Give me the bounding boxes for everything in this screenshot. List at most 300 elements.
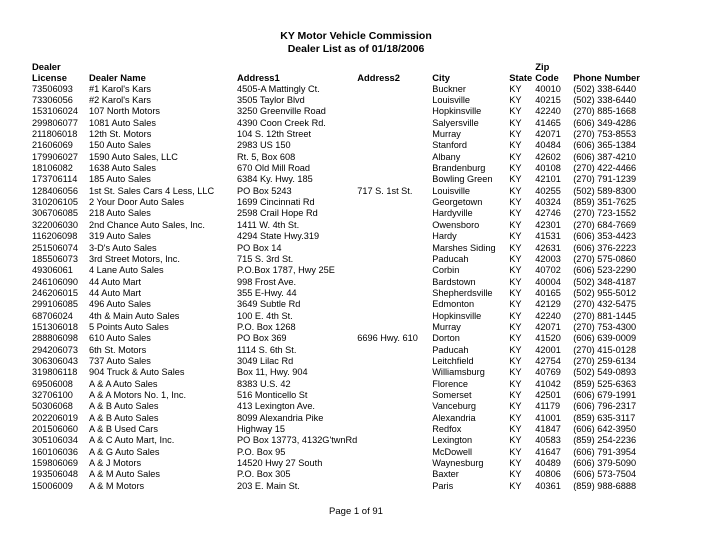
license-cell: 201506060 bbox=[32, 424, 78, 434]
phone-cell: (270) 791-1239 bbox=[573, 174, 637, 185]
state-cell: KY bbox=[509, 276, 522, 287]
city-cell: Williamsburg bbox=[432, 367, 485, 378]
license-cell: 18106082 bbox=[32, 163, 73, 174]
address2-cell bbox=[357, 265, 432, 276]
license-cell: 306706085 bbox=[32, 208, 78, 219]
address1-cell: 670 Old Mill Road bbox=[237, 163, 311, 174]
address2-cell bbox=[357, 197, 432, 208]
table-row bbox=[32, 469, 648, 480]
state-cell: KY bbox=[509, 389, 522, 400]
city-cell: Redfox bbox=[432, 424, 462, 434]
table-header bbox=[32, 61, 648, 84]
dealer-name-cell: A & C Auto Mart, Inc. bbox=[89, 435, 175, 446]
address2-cell bbox=[357, 243, 432, 254]
state-cell: KY bbox=[509, 424, 522, 434]
address1-cell: 2598 Crail Hope Rd bbox=[237, 208, 318, 219]
license-cell: 246206015 bbox=[32, 287, 78, 298]
state-cell: KY bbox=[509, 231, 522, 242]
zip-cell: 42602 bbox=[535, 151, 561, 162]
phone-cell: (606) 353-4423 bbox=[573, 231, 637, 242]
phone-cell: (270) 684-7669 bbox=[573, 219, 637, 230]
license-cell: 322006030 bbox=[32, 219, 78, 230]
table-row bbox=[32, 106, 648, 117]
address1-cell: 413 Lexington Ave. bbox=[237, 401, 315, 412]
city-cell: Albany bbox=[432, 151, 461, 162]
dealer-name-cell: 150 Auto Sales bbox=[89, 140, 151, 151]
address2-cell bbox=[357, 140, 432, 151]
address1-cell: PO Box 13773, 4132G'twnRd bbox=[237, 435, 358, 446]
zip-cell: 40361 bbox=[535, 480, 561, 491]
table-row bbox=[32, 174, 648, 185]
license-cell: 15006009 bbox=[32, 480, 73, 491]
city-cell: Somerset bbox=[432, 389, 472, 400]
dealer-name-cell: A & J Motors bbox=[89, 458, 142, 469]
address1-cell: Box 11, Hwy. 904 bbox=[237, 367, 308, 378]
phone-cell: (859) 254-2236 bbox=[573, 435, 637, 446]
license-cell: 305106034 bbox=[32, 435, 78, 446]
license-cell: 306306043 bbox=[32, 355, 78, 366]
address2-cell bbox=[357, 345, 432, 356]
zip-cell: 42071 bbox=[535, 321, 561, 332]
state-cell: KY bbox=[509, 412, 522, 423]
state-cell: KY bbox=[509, 310, 522, 321]
zip-cell: 40004 bbox=[535, 276, 561, 287]
phone-cell: (270) 259-6134 bbox=[573, 355, 637, 366]
zip-cell: 41465 bbox=[535, 117, 561, 128]
license-cell: 246106090 bbox=[32, 276, 78, 287]
phone-cell: (606) 639-0009 bbox=[573, 333, 637, 344]
address2-cell bbox=[357, 401, 432, 412]
dealer-name-cell: 496 Auto Sales bbox=[89, 299, 151, 310]
license-cell: 251506074 bbox=[32, 242, 78, 253]
state-cell: KY bbox=[509, 265, 522, 276]
header-license: License bbox=[32, 72, 67, 84]
dealer-name-cell: 107 North Motors bbox=[89, 106, 160, 117]
table-row bbox=[32, 356, 648, 367]
state-cell: KY bbox=[509, 367, 522, 378]
dealer-name-cell: A & M Motors bbox=[89, 480, 145, 491]
zip-cell: 40702 bbox=[535, 265, 561, 276]
zip-cell: 41520 bbox=[535, 333, 561, 344]
address2-cell bbox=[357, 174, 432, 185]
phone-cell: (270) 575-0860 bbox=[573, 253, 637, 264]
dealer-name-cell: 6th St. Motors bbox=[89, 344, 147, 355]
state-cell: KY bbox=[509, 174, 522, 185]
address2-cell bbox=[357, 356, 432, 367]
zip-cell: 40583 bbox=[535, 435, 561, 446]
license-cell: 202206019 bbox=[32, 412, 78, 423]
license-cell: 299806077 bbox=[32, 117, 78, 128]
phone-cell: (606) 679-1991 bbox=[573, 389, 637, 400]
address2-cell bbox=[357, 288, 432, 299]
header-zip-top: Zip bbox=[535, 61, 550, 72]
license-cell: 294206073 bbox=[32, 344, 78, 355]
table-row bbox=[32, 243, 648, 254]
phone-cell: (502) 338-6440 bbox=[573, 95, 637, 106]
dealer-name-cell: A & B Used Cars bbox=[89, 424, 158, 434]
table-row bbox=[32, 435, 648, 446]
license-cell: 116206098 bbox=[32, 231, 78, 242]
address2-cell bbox=[357, 424, 432, 435]
license-cell: 179906027 bbox=[32, 151, 78, 162]
address1-cell: 4390 Coon Creek Rd. bbox=[237, 117, 326, 128]
address2-cell bbox=[357, 311, 432, 322]
phone-cell: (270) 885-1668 bbox=[573, 106, 637, 117]
dealer-name-cell: A & A Motors No. 1, Inc. bbox=[89, 389, 187, 400]
phone-cell: (606) 365-1384 bbox=[573, 140, 637, 151]
header-row-top bbox=[32, 61, 648, 72]
header-zip: Code bbox=[535, 72, 559, 84]
phone-cell: (502) 338-6440 bbox=[573, 83, 637, 94]
license-cell: 32706100 bbox=[32, 389, 73, 400]
table-row bbox=[32, 208, 648, 219]
table-row bbox=[32, 186, 648, 197]
phone-cell: (606) 642-3950 bbox=[573, 424, 637, 434]
address1-cell: P.O. Box 1268 bbox=[237, 321, 296, 332]
table-row bbox=[32, 265, 648, 276]
zip-cell: 42001 bbox=[535, 344, 561, 355]
phone-cell: (606) 791-3954 bbox=[573, 446, 637, 457]
zip-cell: 40010 bbox=[535, 83, 561, 94]
phone-cell: (270) 881-1445 bbox=[573, 310, 637, 321]
dealer-name-cell: 44 Auto Mart bbox=[89, 287, 142, 298]
table-row bbox=[32, 197, 648, 208]
table-row bbox=[32, 254, 648, 265]
dealer-name-cell: 1638 Auto Sales bbox=[89, 163, 156, 174]
page-number: Page 1 of 91 bbox=[329, 506, 383, 517]
city-cell: Paducah bbox=[432, 253, 469, 264]
header-address2: Address2 bbox=[357, 72, 400, 84]
address1-cell: 14520 Hwy 27 South bbox=[237, 458, 323, 469]
zip-cell: 40806 bbox=[535, 469, 561, 480]
address2-cell bbox=[357, 118, 432, 129]
phone-cell: (859) 351-7625 bbox=[573, 197, 637, 208]
address1-cell: 4294 State Hwy.319 bbox=[237, 231, 320, 242]
table-row bbox=[32, 333, 648, 344]
dealer-name-cell: A & G Auto Sales bbox=[89, 446, 160, 457]
license-cell: 299106085 bbox=[32, 299, 78, 310]
header-row bbox=[32, 72, 648, 83]
license-cell: 128406056 bbox=[32, 185, 78, 196]
license-cell: 21606069 bbox=[32, 140, 73, 151]
dealer-name-cell: 737 Auto Sales bbox=[89, 355, 151, 366]
address2-cell bbox=[357, 152, 432, 163]
table-row bbox=[32, 288, 648, 299]
license-cell: 288806098 bbox=[32, 333, 78, 344]
dealer-name-cell: 3-D's Auto Sales bbox=[89, 242, 157, 253]
city-cell: Florence bbox=[432, 378, 468, 389]
table-row bbox=[32, 299, 648, 310]
state-cell: KY bbox=[509, 321, 522, 332]
table-row bbox=[32, 322, 648, 333]
state-cell: KY bbox=[509, 219, 522, 230]
table-row bbox=[32, 401, 648, 412]
city-cell: Paducah bbox=[432, 344, 469, 355]
table-row bbox=[32, 481, 648, 492]
zip-cell: 42071 bbox=[535, 129, 561, 140]
state-cell: KY bbox=[509, 355, 522, 366]
table-row bbox=[32, 277, 648, 288]
state-cell: KY bbox=[509, 435, 522, 446]
phone-cell: (859) 988-6888 bbox=[573, 480, 637, 491]
table-row bbox=[32, 220, 648, 231]
dealer-name-cell: 319 Auto Sales bbox=[89, 231, 151, 242]
dealer-name-cell: 1st St. Sales Cars 4 Less, LLC bbox=[89, 185, 215, 196]
address2-cell bbox=[357, 299, 432, 310]
city-cell: Alexandria bbox=[432, 412, 476, 423]
phone-cell: (270) 753-4300 bbox=[573, 321, 637, 332]
city-cell: Waynesburg bbox=[432, 458, 484, 469]
state-cell: KY bbox=[509, 299, 522, 310]
table-row bbox=[32, 152, 648, 163]
dealer-table bbox=[32, 61, 648, 492]
zip-cell: 40769 bbox=[535, 367, 561, 378]
zip-cell: 42301 bbox=[535, 219, 561, 230]
header-state: State bbox=[509, 72, 533, 84]
state-cell: KY bbox=[509, 95, 522, 106]
table-row bbox=[32, 231, 648, 242]
dealer-name-cell: 3rd Street Motors, Inc. bbox=[89, 253, 180, 264]
city-cell: Edmonton bbox=[432, 299, 475, 310]
state-cell: KY bbox=[509, 446, 522, 457]
address2-cell bbox=[357, 469, 432, 480]
address1-cell: 100 E. 4th St. bbox=[237, 310, 293, 321]
address2-cell bbox=[357, 231, 432, 242]
license-cell: 310206105 bbox=[32, 197, 78, 208]
dealer-name-cell: 4th & Main Auto Sales bbox=[89, 310, 180, 321]
city-cell: Dorton bbox=[432, 333, 460, 344]
phone-cell: (606) 376-2223 bbox=[573, 242, 637, 253]
table-row bbox=[32, 458, 648, 469]
table-row bbox=[32, 84, 648, 95]
zip-cell: 42631 bbox=[535, 242, 561, 253]
address1-cell: 3649 Subtle Rd bbox=[237, 299, 301, 310]
state-cell: KY bbox=[509, 344, 522, 355]
address2-cell bbox=[357, 220, 432, 231]
city-cell: McDowell bbox=[432, 446, 473, 457]
license-cell: 173706114 bbox=[32, 174, 78, 185]
address1-cell: P.O.Box 1787, Hwy 25E bbox=[237, 265, 335, 276]
table-row bbox=[32, 424, 648, 435]
dealer-name-cell: 218 Auto Sales bbox=[89, 208, 151, 219]
state-cell: KY bbox=[509, 333, 522, 344]
zip-cell: 41531 bbox=[535, 231, 561, 242]
city-cell: Hardyville bbox=[432, 208, 473, 219]
address2-cell bbox=[357, 447, 432, 458]
header-phone: Phone Number bbox=[573, 72, 640, 84]
table-row bbox=[32, 413, 648, 424]
phone-cell: (270) 753-8553 bbox=[573, 129, 637, 140]
address2-cell bbox=[357, 254, 432, 265]
address2-cell bbox=[357, 84, 432, 95]
dealer-name-cell: 4 Lane Auto Sales bbox=[89, 265, 164, 276]
zip-cell: 42746 bbox=[535, 208, 561, 219]
city-cell: Louisville bbox=[432, 185, 471, 196]
state-cell: KY bbox=[509, 208, 522, 219]
phone-cell: (859) 635-3117 bbox=[573, 412, 636, 423]
dealer-name-cell: 44 Auto Mart bbox=[89, 276, 142, 287]
state-cell: KY bbox=[509, 287, 522, 298]
address1-cell: PO Box 14 bbox=[237, 242, 282, 253]
city-cell: Hardy bbox=[432, 231, 457, 242]
zip-cell: 42240 bbox=[535, 310, 561, 321]
address1-cell: 2983 US 150 bbox=[237, 140, 291, 151]
zip-cell: 40165 bbox=[535, 287, 561, 298]
address1-cell: 516 Monticello St bbox=[237, 389, 308, 400]
city-cell: Vanceburg bbox=[432, 401, 477, 412]
phone-cell: (270) 422-4466 bbox=[573, 163, 637, 174]
state-cell: KY bbox=[509, 480, 522, 491]
address2-cell bbox=[357, 277, 432, 288]
address1-cell: 6384 Ky. Hwy. 185 bbox=[237, 174, 313, 185]
phone-cell: (502) 589-8300 bbox=[573, 185, 637, 196]
city-cell: Hopkinsville bbox=[432, 310, 482, 321]
phone-cell: (502) 955-5012 bbox=[573, 287, 637, 298]
license-cell: 185506073 bbox=[32, 253, 78, 264]
header-address1: Address1 bbox=[237, 72, 280, 84]
address1-cell: 4505-A Mattingly Ct. bbox=[237, 83, 320, 94]
address1-cell: 3250 Greenville Road bbox=[237, 106, 326, 117]
address2-cell bbox=[357, 458, 432, 469]
address1-cell: 8099 Alexandria Pike bbox=[237, 412, 324, 423]
dealer-name-cell: A & M Auto Sales bbox=[89, 469, 160, 480]
zip-cell: 40489 bbox=[535, 458, 561, 469]
address1-cell: 3049 Lilac Rd bbox=[237, 355, 294, 366]
table-row bbox=[32, 345, 648, 356]
phone-cell: (606) 379-5090 bbox=[573, 458, 637, 469]
address2-cell bbox=[357, 481, 432, 492]
license-cell: 193506048 bbox=[32, 469, 78, 480]
address1-cell: 8383 U.S. 42 bbox=[237, 378, 291, 389]
address2-cell bbox=[357, 413, 432, 424]
header-license-top: Dealer bbox=[32, 61, 61, 72]
license-cell: 159806069 bbox=[32, 458, 78, 469]
city-cell: Leitchfield bbox=[432, 355, 474, 366]
state-cell: KY bbox=[509, 106, 522, 117]
dealer-name-cell: 12th St. Motors bbox=[89, 129, 152, 140]
license-cell: 153106024 bbox=[32, 106, 78, 117]
city-cell: Lexington bbox=[432, 435, 473, 446]
state-cell: KY bbox=[509, 458, 522, 469]
dealer-name-cell: 2 Your Door Auto Sales bbox=[89, 197, 185, 208]
zip-cell: 41647 bbox=[535, 446, 561, 457]
address2-cell: 717 S. 1st St. bbox=[357, 185, 413, 196]
phone-cell: (502) 348-4187 bbox=[573, 276, 637, 287]
zip-cell: 40108 bbox=[535, 163, 561, 174]
zip-cell: 42501 bbox=[535, 389, 561, 400]
city-cell: Murray bbox=[432, 129, 461, 140]
license-cell: 160106036 bbox=[32, 446, 78, 457]
city-cell: Brandenburg bbox=[432, 163, 486, 174]
city-cell: Paris bbox=[432, 480, 454, 491]
state-cell: KY bbox=[509, 469, 522, 480]
table-row bbox=[32, 311, 648, 322]
license-cell: 73506093 bbox=[32, 83, 73, 94]
document-title: KY Motor Vehicle Commission bbox=[280, 30, 432, 42]
table-row bbox=[32, 118, 648, 129]
city-cell: Stanford bbox=[432, 140, 467, 151]
address1-cell: 1114 S. 6th St. bbox=[237, 344, 297, 355]
state-cell: KY bbox=[509, 197, 522, 208]
state-cell: KY bbox=[509, 163, 522, 174]
state-cell: KY bbox=[509, 401, 522, 412]
phone-cell: (270) 723-1552 bbox=[573, 208, 637, 219]
address1-cell: 1411 W. 4th St. bbox=[237, 219, 300, 230]
license-cell: 151306018 bbox=[32, 321, 78, 332]
license-cell: 50306068 bbox=[32, 401, 73, 412]
city-cell: Shepherdsville bbox=[432, 287, 493, 298]
zip-cell: 42240 bbox=[535, 106, 561, 117]
state-cell: KY bbox=[509, 83, 522, 94]
address2-cell bbox=[357, 129, 432, 140]
table-row bbox=[32, 129, 648, 140]
zip-cell: 40255 bbox=[535, 185, 561, 196]
zip-cell: 40484 bbox=[535, 140, 561, 151]
zip-cell: 42101 bbox=[535, 174, 561, 185]
phone-cell: (606) 573-7504 bbox=[573, 469, 637, 480]
address1-cell: 355 E-Hwy. 44 bbox=[237, 287, 297, 298]
zip-cell: 41001 bbox=[535, 412, 561, 423]
address1-cell: PO Box 5243 bbox=[237, 185, 292, 196]
zip-cell: 41179 bbox=[535, 401, 561, 412]
city-cell: Louisville bbox=[432, 95, 471, 106]
address1-cell: P.O. Box 305 bbox=[237, 469, 291, 480]
table-row bbox=[32, 163, 648, 174]
phone-cell: (606) 349-4286 bbox=[573, 117, 637, 128]
license-cell: 319806118 bbox=[32, 367, 78, 378]
header-city: City bbox=[432, 72, 450, 84]
address1-cell: 104 S. 12th Street bbox=[237, 129, 312, 140]
dealer-name-cell: #2 Karol's Kars bbox=[89, 95, 152, 106]
phone-cell: (502) 549-0893 bbox=[573, 367, 637, 378]
state-cell: KY bbox=[509, 242, 522, 253]
address1-cell: 998 Frost Ave. bbox=[237, 276, 297, 287]
state-cell: KY bbox=[509, 151, 522, 162]
header-dealer-name: Dealer Name bbox=[89, 72, 146, 84]
dealer-name-cell: A & B Auto Sales bbox=[89, 401, 159, 412]
dealer-name-cell: 5 Points Auto Sales bbox=[89, 321, 169, 332]
zip-cell: 40215 bbox=[535, 95, 561, 106]
dealer-name-cell: 904 Truck & Auto Sales bbox=[89, 367, 185, 378]
state-cell: KY bbox=[509, 378, 522, 389]
city-cell: Buckner bbox=[432, 83, 466, 94]
address2-cell bbox=[357, 163, 432, 174]
address2-cell bbox=[357, 390, 432, 401]
state-cell: KY bbox=[509, 129, 522, 140]
address2-cell bbox=[357, 367, 432, 378]
table-row bbox=[32, 95, 648, 106]
license-cell: 73306056 bbox=[32, 95, 73, 106]
table-row bbox=[32, 390, 648, 401]
phone-cell: (270) 415-0128 bbox=[573, 344, 637, 355]
dealer-name-cell: 185 Auto Sales bbox=[89, 174, 151, 185]
address1-cell: 203 E. Main St. bbox=[237, 480, 300, 491]
dealer-name-cell: #1 Karol's Kars bbox=[89, 83, 152, 94]
zip-cell: 42003 bbox=[535, 253, 561, 264]
license-cell: 49306061 bbox=[32, 265, 73, 276]
address2-cell bbox=[357, 106, 432, 117]
city-cell: Owensboro bbox=[432, 219, 480, 230]
table-body bbox=[32, 84, 648, 492]
dealer-name-cell: 1590 Auto Sales, LLC bbox=[89, 151, 178, 162]
address1-cell: P.O. Box 95 bbox=[237, 446, 286, 457]
city-cell: Corbin bbox=[432, 265, 460, 276]
city-cell: Murray bbox=[432, 321, 461, 332]
zip-cell: 42754 bbox=[535, 355, 561, 366]
city-cell: Salyersville bbox=[432, 117, 479, 128]
phone-cell: (606) 796-2317 bbox=[573, 401, 637, 412]
license-cell: 68706024 bbox=[32, 310, 73, 321]
